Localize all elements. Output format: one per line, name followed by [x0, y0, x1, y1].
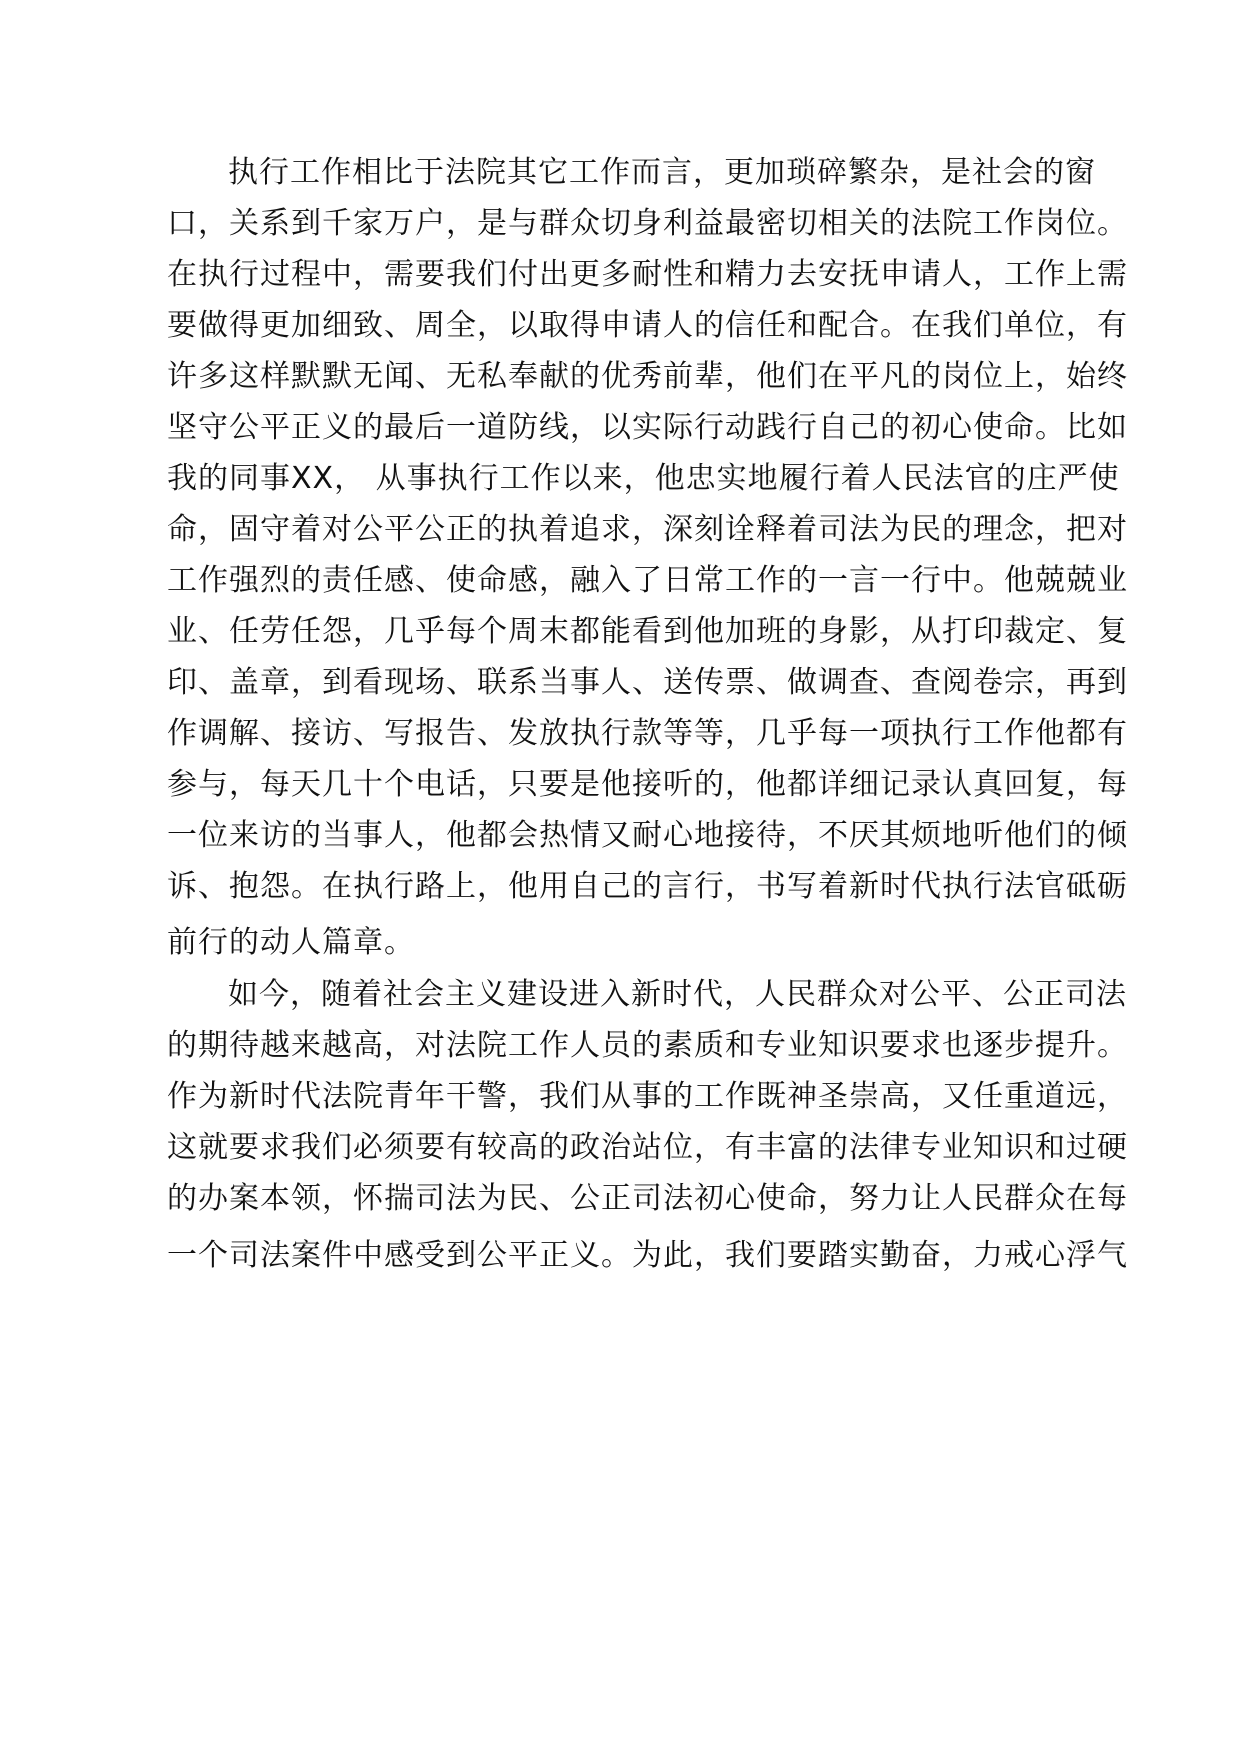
- paragraph-1-line-2: 口，关系到千家万户，是与群众切身利益最密切相关的法院工作岗位。: [167, 206, 1128, 241]
- paragraph-1-line-5: 许多这样默默无闻、无私奉献的优秀前辈，他们在平凡的岗位上，始终: [167, 359, 1128, 394]
- paragraph-1-line-12: 作调解、接访、写报告、发放执行款等等，几乎每一项执行工作他都有: [167, 716, 1128, 751]
- paragraph-1-line-1: 执行工作相比于法院其它工作而言，更加琐碎繁杂，是社会的窗: [228, 155, 1096, 190]
- paragraph-1-line-7: 我的同事XX， 从事执行工作以来，他忠实地履行着人民法官的庄严使: [167, 461, 1120, 496]
- paragraph-1-line-4: 要做得更加细致、周全，以取得申请人的信任和配合。在我们单位，有: [167, 308, 1128, 343]
- paragraph-1-line-11: 印、盖章，到看现场、联系当事人、送传票、做调查、查阅卷宗，再到: [167, 665, 1128, 700]
- paragraph-2-line-3: 作为新时代法院青年干警，我们从事的工作既神圣崇高，又任重道远，: [167, 1079, 1128, 1114]
- paragraph-1-line-16: 前行的动人篇章。: [167, 925, 415, 960]
- paragraph-2-line-1: 如今，随着社会主义建设进入新时代，人民群众对公平、公正司法: [228, 977, 1127, 1012]
- paragraph-1-line-15: 诉、抱怨。在执行路上，他用自己的言行，书写着新时代执行法官砥砺: [167, 869, 1128, 904]
- paragraph-1-line-9: 工作强烈的责任感、使命感，融入了日常工作的一言一行中。他兢兢业: [167, 563, 1128, 598]
- paragraph-1-line-13: 参与，每天几十个电话，只要是他接听的，他都详细记录认真回复，每: [167, 767, 1128, 802]
- paragraph-1-line-8: 命，固守着对公平公正的执着追求，深刻诠释着司法为民的理念，把对: [167, 512, 1128, 547]
- paragraph-1-line-3: 在执行过程中，需要我们付出更多耐性和精力去安抚申请人，工作上需: [167, 257, 1128, 292]
- paragraph-2-line-4: 这就要求我们必须要有较高的政治站位，有丰富的法律专业知识和过硬: [167, 1130, 1128, 1165]
- paragraph-1-line-14: 一位来访的当事人，他都会热情又耐心地接待，不厌其烦地听他们的倾: [167, 818, 1128, 853]
- paragraph-2-line-5: 的办案本领，怀揣司法为民、公正司法初心使命，努力让人民群众在每: [167, 1181, 1128, 1216]
- paragraph-1-line-10: 业、任劳任怨，几乎每个周末都能看到他加班的身影，从打印裁定、复: [167, 614, 1128, 649]
- paragraph-1-line-6: 坚守公平正义的最后一道防线，以实际行动践行自己的初心使命。比如: [167, 410, 1128, 445]
- paragraph-2-line-6: 一个司法案件中感受到公平正义。为此，我们要踏实勤奋，力戒心浮气: [167, 1238, 1128, 1273]
- paragraph-2-line-2: 的期待越来越高，对法院工作人员的素质和专业知识要求也逐步提升。: [167, 1028, 1128, 1063]
